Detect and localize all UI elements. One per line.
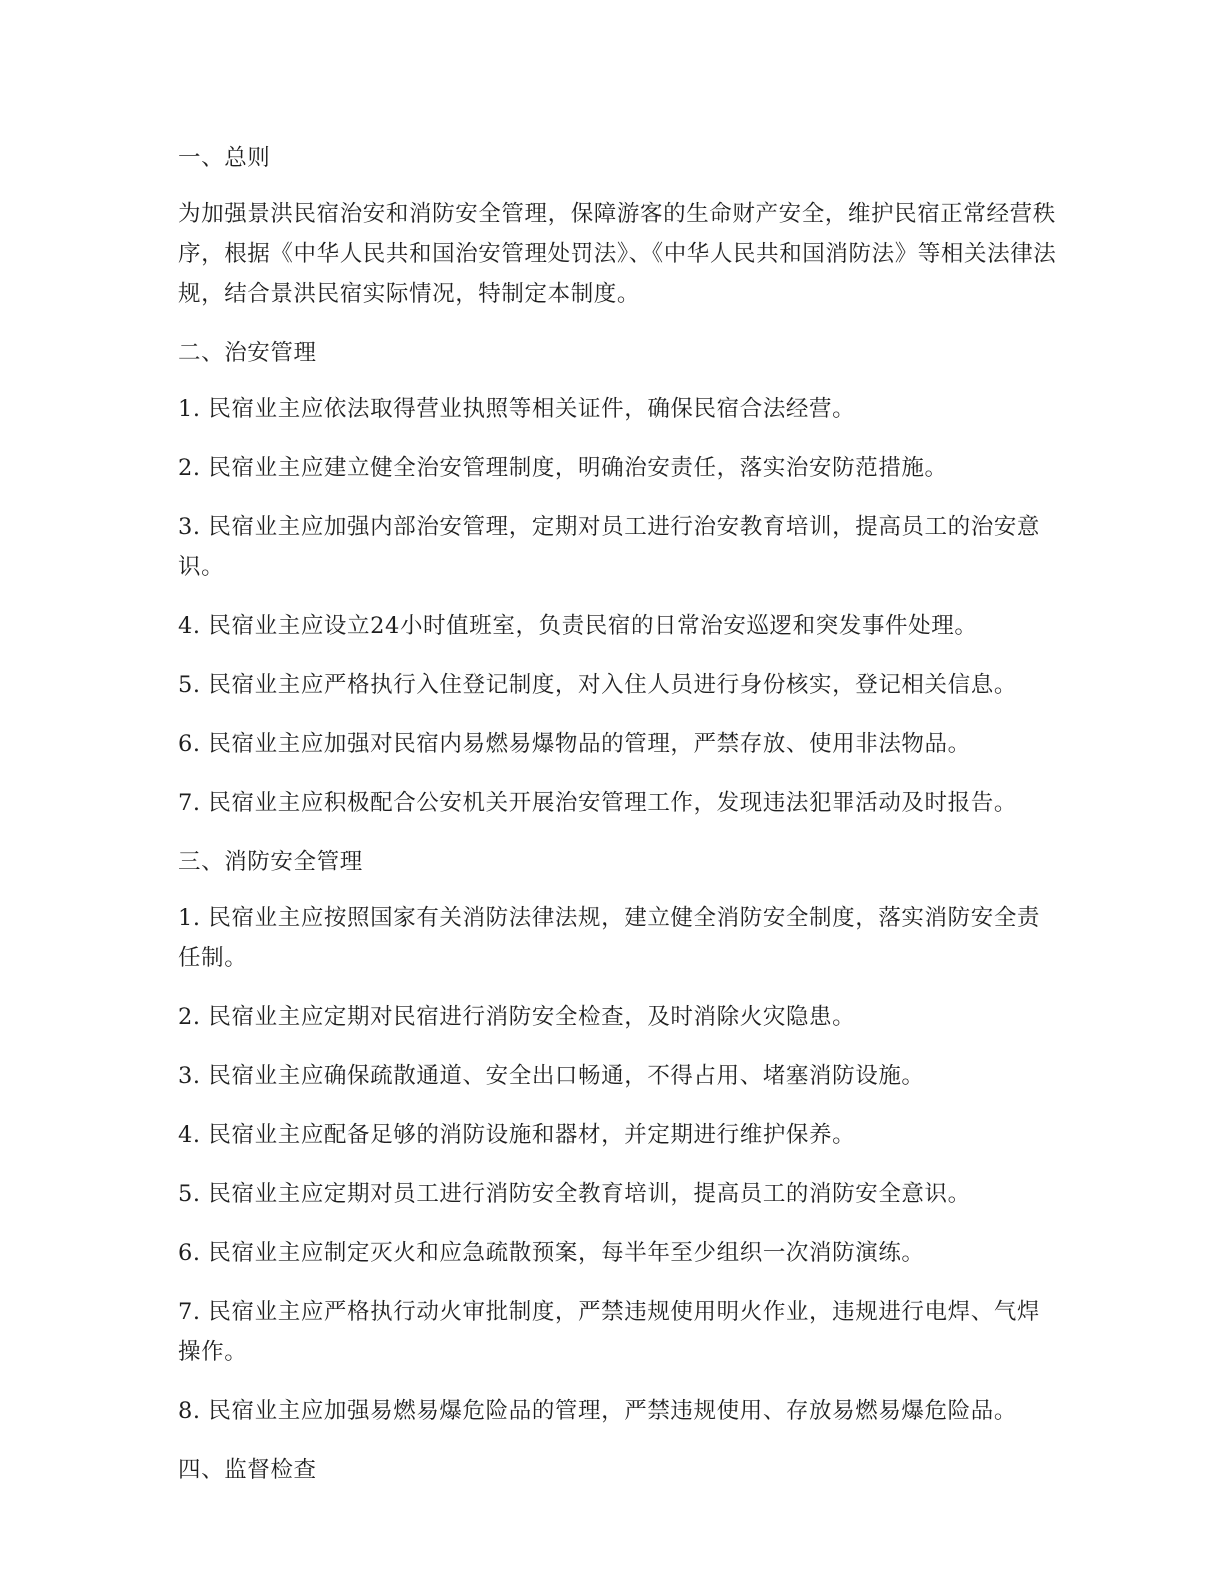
list-item: 3. 民宿业主应加强内部治安管理，定期对员工进行治安教育培训，提高员工的治安意识。	[178, 514, 1041, 580]
list-item: 4. 民宿业主应设立24小时值班室，负责民宿的日常治安巡逻和突发事件处理。	[178, 613, 978, 639]
section-heading-supervision: 四、监督检查	[178, 1457, 317, 1483]
list-item: 3. 民宿业主应确保疏散通道、安全出口畅通，不得占用、堵塞消防设施。	[178, 1063, 925, 1089]
list-item: 8. 民宿业主应加强易燃易爆危险品的管理，严禁违规使用、存放易燃易爆危险品。	[178, 1398, 1017, 1424]
list-item: 1. 民宿业主应按照国家有关消防法律法规，建立健全消防安全制度，落实消防安全责任制。	[178, 905, 1041, 971]
list-item: 2. 民宿业主应建立健全治安管理制度，明确治安责任，落实治安防范措施。	[178, 455, 948, 481]
list-item: 7. 民宿业主应积极配合公安机关开展治安管理工作，发现违法犯罪活动及时报告。	[178, 790, 1017, 816]
list-item: 5. 民宿业主应严格执行入住登记制度，对入住人员进行身份核实，登记相关信息。	[178, 672, 1017, 698]
section-heading-general: 一、总则	[178, 145, 271, 171]
list-item: 4. 民宿业主应配备足够的消防设施和器材，并定期进行维护保养。	[178, 1122, 856, 1148]
list-item: 5. 民宿业主应定期对员工进行消防安全教育培训，提高员工的消防安全意识。	[178, 1181, 971, 1207]
section-heading-public-security: 二、治安管理	[178, 340, 317, 366]
section-heading-fire-safety: 三、消防安全管理	[178, 849, 363, 875]
list-item: 7. 民宿业主应严格执行动火审批制度，严禁违规使用明火作业，违规进行电焊、气焊操作。	[178, 1299, 1041, 1365]
list-item: 6. 民宿业主应加强对民宿内易燃易爆物品的管理，严禁存放、使用非法物品。	[178, 731, 971, 757]
document-body	[178, 138, 1058, 1506]
list-item: 6. 民宿业主应制定灭火和应急疏散预案，每半年至少组织一次消防演练。	[178, 1240, 925, 1266]
list-item: 2. 民宿业主应定期对民宿进行消防安全检查，及时消除火灾隐患。	[178, 1004, 856, 1030]
list-item: 1. 民宿业主应依法取得营业执照等相关证件，确保民宿合法经营。	[178, 396, 856, 422]
intro-paragraph: 为加强景洪民宿治安和消防安全管理，保障游客的生命财产安全，维护民宿正常经营秩序，根据《中华人民共和国治安管理处罚法》、《中华人民共和国消防法》等相关法律法规，结合景洪民宿实际情况，特制定本制度。	[178, 201, 1057, 307]
